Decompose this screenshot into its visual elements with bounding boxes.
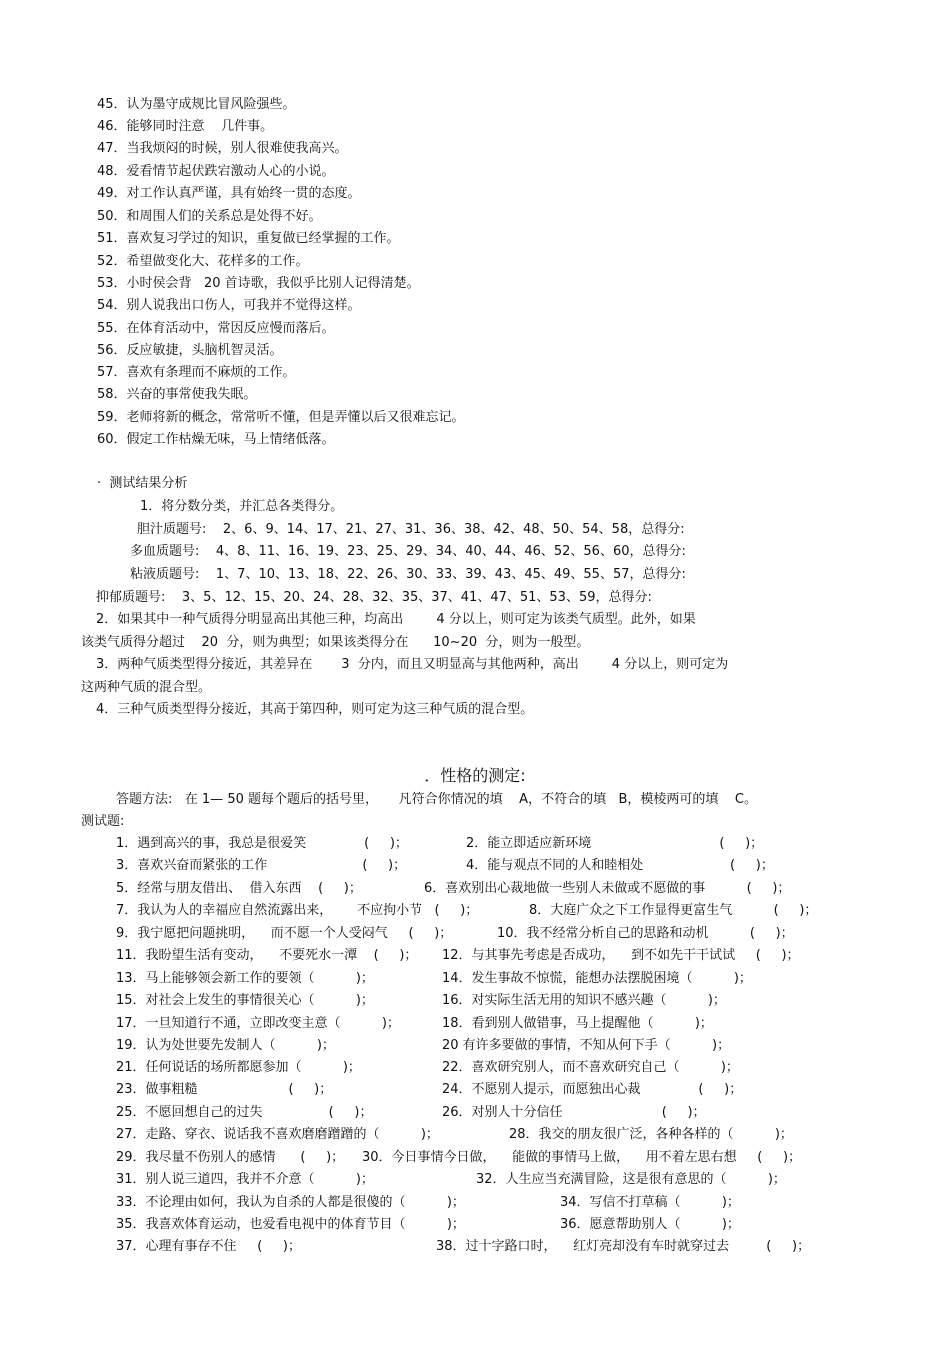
test-item: 6．喜欢别出心裁地做一些别人未做或不愿做的事 ( )；	[424, 881, 791, 896]
question-52: 52．希望做变化大、花样多的工作。	[97, 254, 309, 269]
test-item: 17．一旦知道行不通，立即改变主意（ )；	[116, 1016, 400, 1031]
test-item: 15．对社会上发生的事情很关心（ )；	[116, 993, 374, 1008]
test-item: 13．马上能够领会新工作的要领（ )；	[116, 971, 374, 986]
analysis-step-1: 1．将分数分类，并汇总各类得分。	[140, 499, 344, 514]
question-50: 50．和周围人们的关系总是处得不好。	[97, 209, 322, 224]
question-54: 54．别人说我出口伤人，可我并不觉得这样。	[97, 298, 361, 313]
test-item: 22．喜欢研究别人，而不喜欢研究自己（ )；	[442, 1060, 739, 1075]
test-item: 3．喜欢兴奋而紧张的工作 ( )；	[116, 858, 407, 873]
question-49: 49．对工作认真严谨，具有始终一贯的态度。	[97, 186, 361, 201]
test-item: 20 有许多要做的事情，不知从何下手（ )；	[442, 1038, 731, 1053]
test-item: 10．我不经常分析自己的思路和动机 ( )；	[497, 926, 794, 941]
question-51: 51．喜欢复习学过的知识，重复做已经掌握的工作。	[97, 231, 400, 246]
test-item: 37．心理有事存不住 ( )；	[116, 1239, 302, 1254]
question-59: 59．老师将新的概念，常常听不懂，但是弄懂以后又很难忘记。	[97, 410, 465, 425]
test-item: 25．不愿回想自己的过失 ( )；	[116, 1105, 373, 1120]
question-53: 53．小时侯会背 20 首诗歌，我似乎比别人记得清楚。	[97, 276, 420, 291]
test-item: 8．大庭广众之下工作显得更富生气 ( )；	[529, 903, 818, 918]
test-item: 29．我尽量不伤别人的感情 ( )；	[116, 1150, 345, 1165]
test-item: 33．不论理由如何，我认为自杀的人都是很傻的（ )；	[116, 1195, 465, 1210]
test-item: 5．经常与朋友借出、 借入东西 ( )；	[116, 881, 362, 896]
test-item: 26．对别人十分信任 ( )；	[442, 1105, 706, 1120]
test-item: 21．任何说话的场所都愿参加（ )；	[116, 1060, 361, 1075]
analysis-heading: · 测试结果分析	[97, 476, 188, 491]
test-item: 30．今日事情今日做， 能做的事情马上做， 用不着左思右想 ( )；	[362, 1150, 802, 1165]
sanguine-items: 多血质题号: 4、8、11、16、19、23、25、29、34、40、44、46、52、56、60，总得分:	[130, 544, 686, 559]
test-item: 19．认为处世要先发制人（ )；	[116, 1038, 335, 1053]
analysis-step-2-cont: 该类气质得分超过 20 分，则为典型；如果该类得分在 10~20 分，则为一般型。	[81, 635, 590, 650]
analysis-step-4: 4．三种气质类型得分接近，其高于第四种，则可定为这三种气质的混合型。	[96, 702, 534, 717]
test-item: 9．我宁愿把问题挑明， 而不愿一个人受闷气 ( )；	[116, 926, 453, 941]
test-item: 35．我喜欢体育运动，也爱看电视中的体育节目（ )；	[116, 1217, 465, 1232]
test-item: 12．与其事先考虑是否成功， 到不如先干干试试 ( )；	[442, 948, 800, 963]
test-item: 28．我交的朋友很广泛，各种各样的（ )；	[509, 1127, 793, 1142]
test-items-label: 测试题:	[81, 814, 125, 829]
question-56: 56．反应敏捷，头脑机智灵活。	[97, 343, 283, 358]
test-item: 18．看到别人做错事，马上提醒他（ )；	[442, 1016, 713, 1031]
question-60: 60．假定工作枯燥无味，马上情绪低落。	[97, 432, 335, 447]
question-57: 57．喜欢有条理而不麻烦的工作。	[97, 365, 296, 380]
test-item: 27．走路、穿衣、说话我不喜欢磨磨蹭蹭的（ )；	[116, 1127, 439, 1142]
test-item: 2．能立即适应新环境 ( )；	[466, 836, 764, 851]
question-58: 58．兴奋的事常使我失眠。	[97, 387, 257, 402]
choleric-items: 胆汁质题号: 2、6、9、14、17、21、27、31、36、38、42、48、50、54、58，总得分:	[137, 522, 685, 537]
question-48: 48．爱看情节起伏跌宕激动人心的小说。	[97, 164, 335, 179]
test-item: 16．对实际生活无用的知识不感兴趣（ )；	[442, 993, 726, 1008]
test-item: 11．我盼望生活有变动， 不要死水一潭 ( )；	[116, 948, 418, 963]
test-item: 14．发生事故不惊慌，能想办法摆脱困境（ )；	[442, 971, 752, 986]
test-item: 1．遇到高兴的事，我总是很爱笑 ( )；	[116, 836, 408, 851]
answer-method: 答题方法: 在 1— 50 题每个题后的括号里， 凡符合你情况的填 A，不符合的填 B，模棱两可的填 C。	[116, 792, 757, 807]
test-item: 38．过十字路口时， 红灯亮却没有车时就穿过去 ( )；	[436, 1239, 811, 1254]
question-47: 47．当我烦闷的时候，别人很难使我高兴。	[97, 141, 348, 156]
test-item: 34．写信不打草稿（ )；	[560, 1195, 740, 1210]
analysis-step-2: 2．如果其中一种气质得分明显高出其他三种，均高出 4 分以上，则可定为该类气质型。此外，如果	[96, 612, 696, 627]
analysis-step-3-cont: 这两种气质的混合型。	[81, 680, 212, 695]
phlegmatic-items: 粘液质题号: 1、7、10、13、18、22、26、30、33、39、43、45、49、55、57，总得分:	[130, 567, 686, 582]
question-55: 55．在体育活动中，常因反应慢而落后。	[97, 321, 335, 336]
question-45: 45．认为墨守成规比冒风险强些。	[97, 97, 296, 112]
question-46: 46．能够同时注意 几件事。	[97, 119, 274, 134]
test-item: 4．能与观点不同的人和睦相处 ( )；	[466, 858, 774, 873]
test-item: 24．不愿别人提示，而愿独出心裁 ( )；	[442, 1082, 743, 1097]
analysis-step-3: 3．两种气质类型得分接近，其差异在 3 分内，而且又明显高与其他两种，高出 4 分以上，则可定为	[96, 657, 729, 672]
test-item: 7．我认为人的幸福应自然流露出来， 不应拘小节 ( )；	[116, 903, 479, 918]
section-title: ．性格的测定:	[424, 766, 526, 785]
melancholic-items: 抑郁质题号: 3、5、12、15、20、24、28、32、35、37、41、47、51、53、59，总得分:	[96, 590, 652, 605]
test-item: 36．愿意帮助别人（ )；	[560, 1217, 740, 1232]
test-item: 31．别人说三道四，我并不介意（ )；	[116, 1172, 374, 1187]
test-item: 32．人生应当充满冒险，这是很有意思的（ )；	[476, 1172, 786, 1187]
test-item: 23．做事粗糙 ( )；	[116, 1082, 333, 1097]
